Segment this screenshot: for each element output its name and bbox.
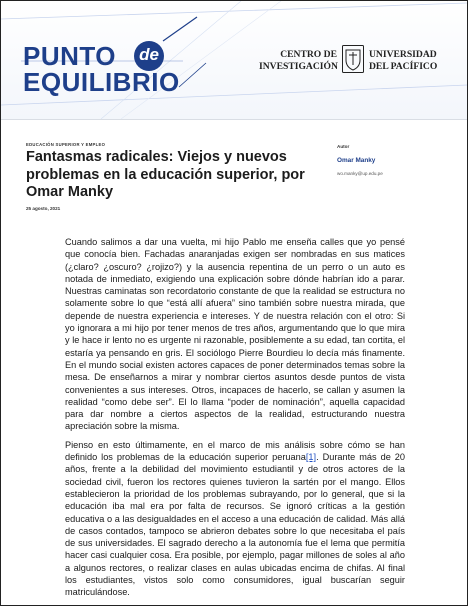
centro-line-2: INVESTIGACIÓN: [259, 61, 338, 72]
footnote-reference-link[interactable]: [1]: [305, 452, 317, 463]
author-name-link[interactable]: Omar Manky: [337, 157, 376, 164]
article-title: Fantasmas radicales: Viejos y nuevos problemas en la educación superior, por Omar Manky: [26, 149, 305, 200]
article-body: [65, 236, 405, 605]
body-paragraph-1: Cuando salimos a dar una vuelta, mi hijo Pablo me enseña calles que yo pensé que conocía bien. Fachadas anaranjadas exigen ser nombradas en sus matices (¿claro? ¿oscuro? ¿rojizo?) y la ausencia repentina de un perro o un auto es notada de inmediato, exigiendo una explicación sobre dónde habrían ido a parar. Nuestras caminatas son recordatorio constante de que la realidad se estructura no solamente sobre lo que “está allí afuera” sino también sobre nuestra mirada, que depende de nuestra experiencia e intereses. Y de nuestra relación con el otro: Si yo ignorara a mi hijo por tener menos de tres años, argumentando que lo que mira y le hace ir lento no es urgente ni razonable, posiblemente a su edad, tan cortita, el estaría ya pensando en gris. El sociólogo Pierre Bourdieu lo decía más finamente. En el mundo social existen actores capaces de poner determinados temas sobre la mesa. De enseñarnos a mirar y nombrar ciertos asuntos desde puntos de vista convenientes a sus intereses. Otros, incapaces de hacerlo, se callan y asumen la realidad “como debe ser”. El lo llama “poder de nominación”, aquella capacidad para dar nombre a ciertos aspectos de la realidad, estructurando nuestra apreciación sobre la misma.: [65, 237, 405, 432]
author-heading: Autor: [337, 144, 350, 149]
body-paragraph-2: [65, 439, 405, 599]
article-category: EDUCACIÓN SUPERIOR Y EMPLEO: [26, 142, 106, 147]
body-paragraph-2-rest: . Durante más de 20 años, frente a la debilidad del movimiento estudiantil y de otros actores de la sociedad civil, fueron los rectores quienes tuvieron la sartén por el mango. Ellos establecieron la prioridad de los problemas subrayando, por lo general, que si la educación iba mal era por falta de recursos. Se ignoró críticas a la gestión educativa o a las desigualdades en el acceso a una educación de calidad. Más allá de casos contados, tampoco se abrieron debates sobre lo que necesitaba el país de sus universidades. El sagrado derecho a la autonomía fue el lema que permitía hacer casi cualquier cosa. Era posible, por ejemplo, pagar millones de soles al año a algunos rectores, o realizar clases en aulas ubicadas encima de chifas. Al final los estudiantes, vistos solo como consumidores, igual buscarían seguir matriculándose.: [65, 452, 406, 598]
body-paragraph-2-start: Pienso en esto últimamente, en el marco de mis análisis sobre cómo se han definido los problemas de la educación superior peruana: [65, 439, 405, 463]
header-banner: [1, 1, 467, 119]
logo-de-badge: de: [134, 41, 164, 71]
universidad-pacifico-logo: [369, 49, 437, 73]
university-crest-icon: [342, 45, 364, 73]
author-email[interactable]: wo.manky@up.edu.pe: [337, 171, 383, 176]
univ-line-2: DEL PACÍFICO: [369, 61, 438, 72]
centro-line-1: CENTRO DE: [280, 49, 337, 60]
logo-punto: PUNTO: [23, 41, 117, 71]
centro-investigacion-logo: [259, 49, 337, 73]
logo-equilibrio: EQUILIBRIO: [23, 67, 180, 97]
article-date: 25 agosto, 2021: [26, 206, 61, 211]
header-divider: [1, 119, 467, 120]
univ-line-1: UNIVERSIDAD: [369, 49, 437, 60]
